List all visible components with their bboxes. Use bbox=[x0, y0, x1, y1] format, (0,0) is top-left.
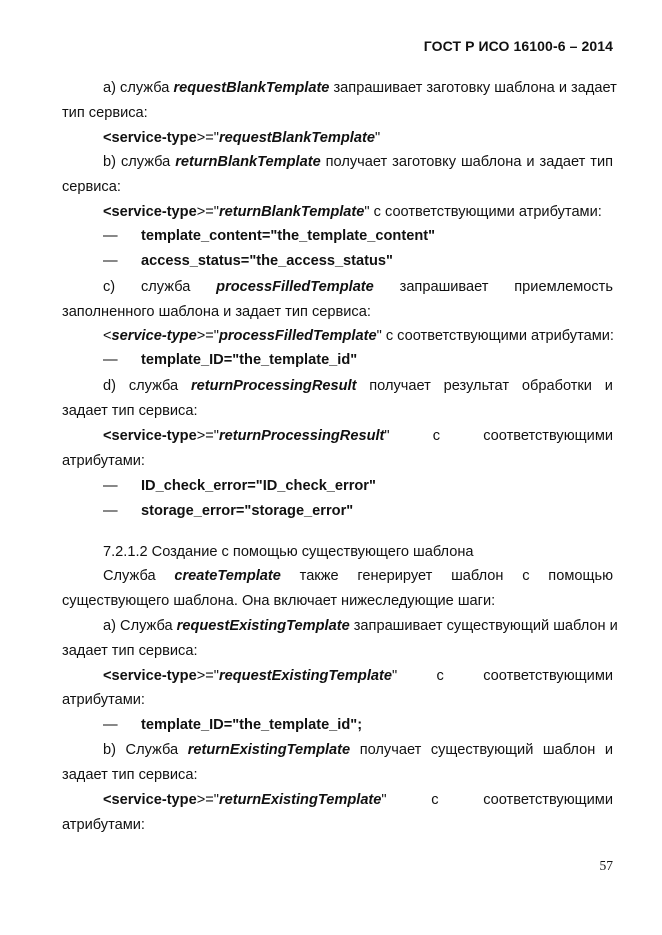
paragraph-continuation: существующего шаблона. Она включает нижеследующие шаги: bbox=[62, 593, 496, 609]
page-number: 57 bbox=[599, 858, 613, 873]
paragraph-continuation: заполненного шаблона и задает тип сервиса: bbox=[62, 304, 371, 320]
service-type-line: <service-type>="requestBlankTemplate" bbox=[103, 130, 381, 146]
service-type-line: <service-type>="requestExistingTemplate" с соответствующими bbox=[103, 668, 613, 684]
paragraph-continuation: задает тип сервиса: bbox=[62, 643, 198, 659]
paragraph-continuation: атрибутами: bbox=[62, 453, 145, 469]
term-returnBlankTemplate: returnBlankTemplate bbox=[175, 154, 321, 170]
term-returnProcessingResult: returnProcessingResult bbox=[190, 378, 357, 394]
list-dash: — bbox=[103, 228, 118, 244]
list-dash: — bbox=[103, 717, 118, 733]
paragraph-continuation: задает тип сервиса: bbox=[62, 403, 198, 419]
service-type-line: <service-type>="returnProcessingResult" с соответствующими bbox=[103, 428, 613, 444]
paragraph-continuation: сервиса: bbox=[62, 179, 121, 195]
paragraph-continuation: атрибутами: bbox=[62, 692, 145, 708]
term-processFilledTemplate: processFilledTemplate bbox=[216, 279, 374, 295]
paragraph-item-a-existing: a) Служба requestExistingTemplate запрашивает существующий шаблон и bbox=[103, 618, 618, 634]
paragraph-intro: Служба createTemplate также генерирует шаблон с помощью bbox=[103, 568, 614, 584]
term-requestBlankTemplate: requestBlankTemplate bbox=[173, 80, 330, 96]
paragraph-continuation: тип сервиса: bbox=[62, 105, 148, 121]
paragraph-item-a: a) служба requestBlankTemplate запрашивает заготовку шаблона и задает bbox=[103, 80, 617, 96]
attribute-item: template_ID="the_template_id"; bbox=[141, 717, 363, 733]
service-type-line: <service-type>="returnBlankTemplate" с соответствующими атрибутами: bbox=[103, 204, 602, 220]
attribute-item: storage_error="storage_error" bbox=[141, 503, 354, 519]
list-dash: — bbox=[103, 352, 118, 368]
attribute-item: ID_check_error="ID_check_error" bbox=[141, 478, 376, 494]
term-createTemplate: createTemplate bbox=[174, 568, 281, 584]
paragraph-item-d: d) служба returnProcessingResult получает результат обработки и bbox=[103, 378, 613, 394]
term-requestExistingTemplate: requestExistingTemplate bbox=[176, 618, 350, 634]
paragraph-continuation: задает тип сервиса: bbox=[62, 767, 198, 783]
list-dash: — bbox=[103, 478, 118, 494]
section-heading: 7.2.1.2 Создание с помощью существующего шаблона bbox=[103, 544, 474, 560]
attribute-item: template_content="the_template_content" bbox=[141, 228, 436, 244]
document-header: ГОСТ Р ИСО 16100-6 – 2014 bbox=[423, 38, 613, 54]
list-dash: — bbox=[103, 503, 118, 519]
service-type-line: <service-type>="processFilledTemplate" с соответствующими атрибутами: bbox=[103, 328, 614, 344]
term-returnExistingTemplate: returnExistingTemplate bbox=[187, 742, 351, 758]
paragraph-item-b: b) служба returnBlankTemplate получает заготовку шаблона и задает тип bbox=[103, 154, 613, 170]
attribute-item: template_ID="the_template_id" bbox=[141, 352, 358, 368]
paragraph-item-b-existing: b) Служба returnExistingTemplate получает существующий шаблон и bbox=[103, 742, 613, 758]
paragraph-continuation: атрибутами: bbox=[62, 817, 145, 833]
paragraph-item-c: c) служба processFilledTemplate запрашивает приемлемость bbox=[103, 279, 613, 295]
attribute-item: access_status="the_access_status" bbox=[141, 253, 393, 269]
service-type-line: <service-type>="returnExistingTemplate" с соответствующими bbox=[103, 792, 613, 808]
list-dash: — bbox=[103, 253, 118, 269]
